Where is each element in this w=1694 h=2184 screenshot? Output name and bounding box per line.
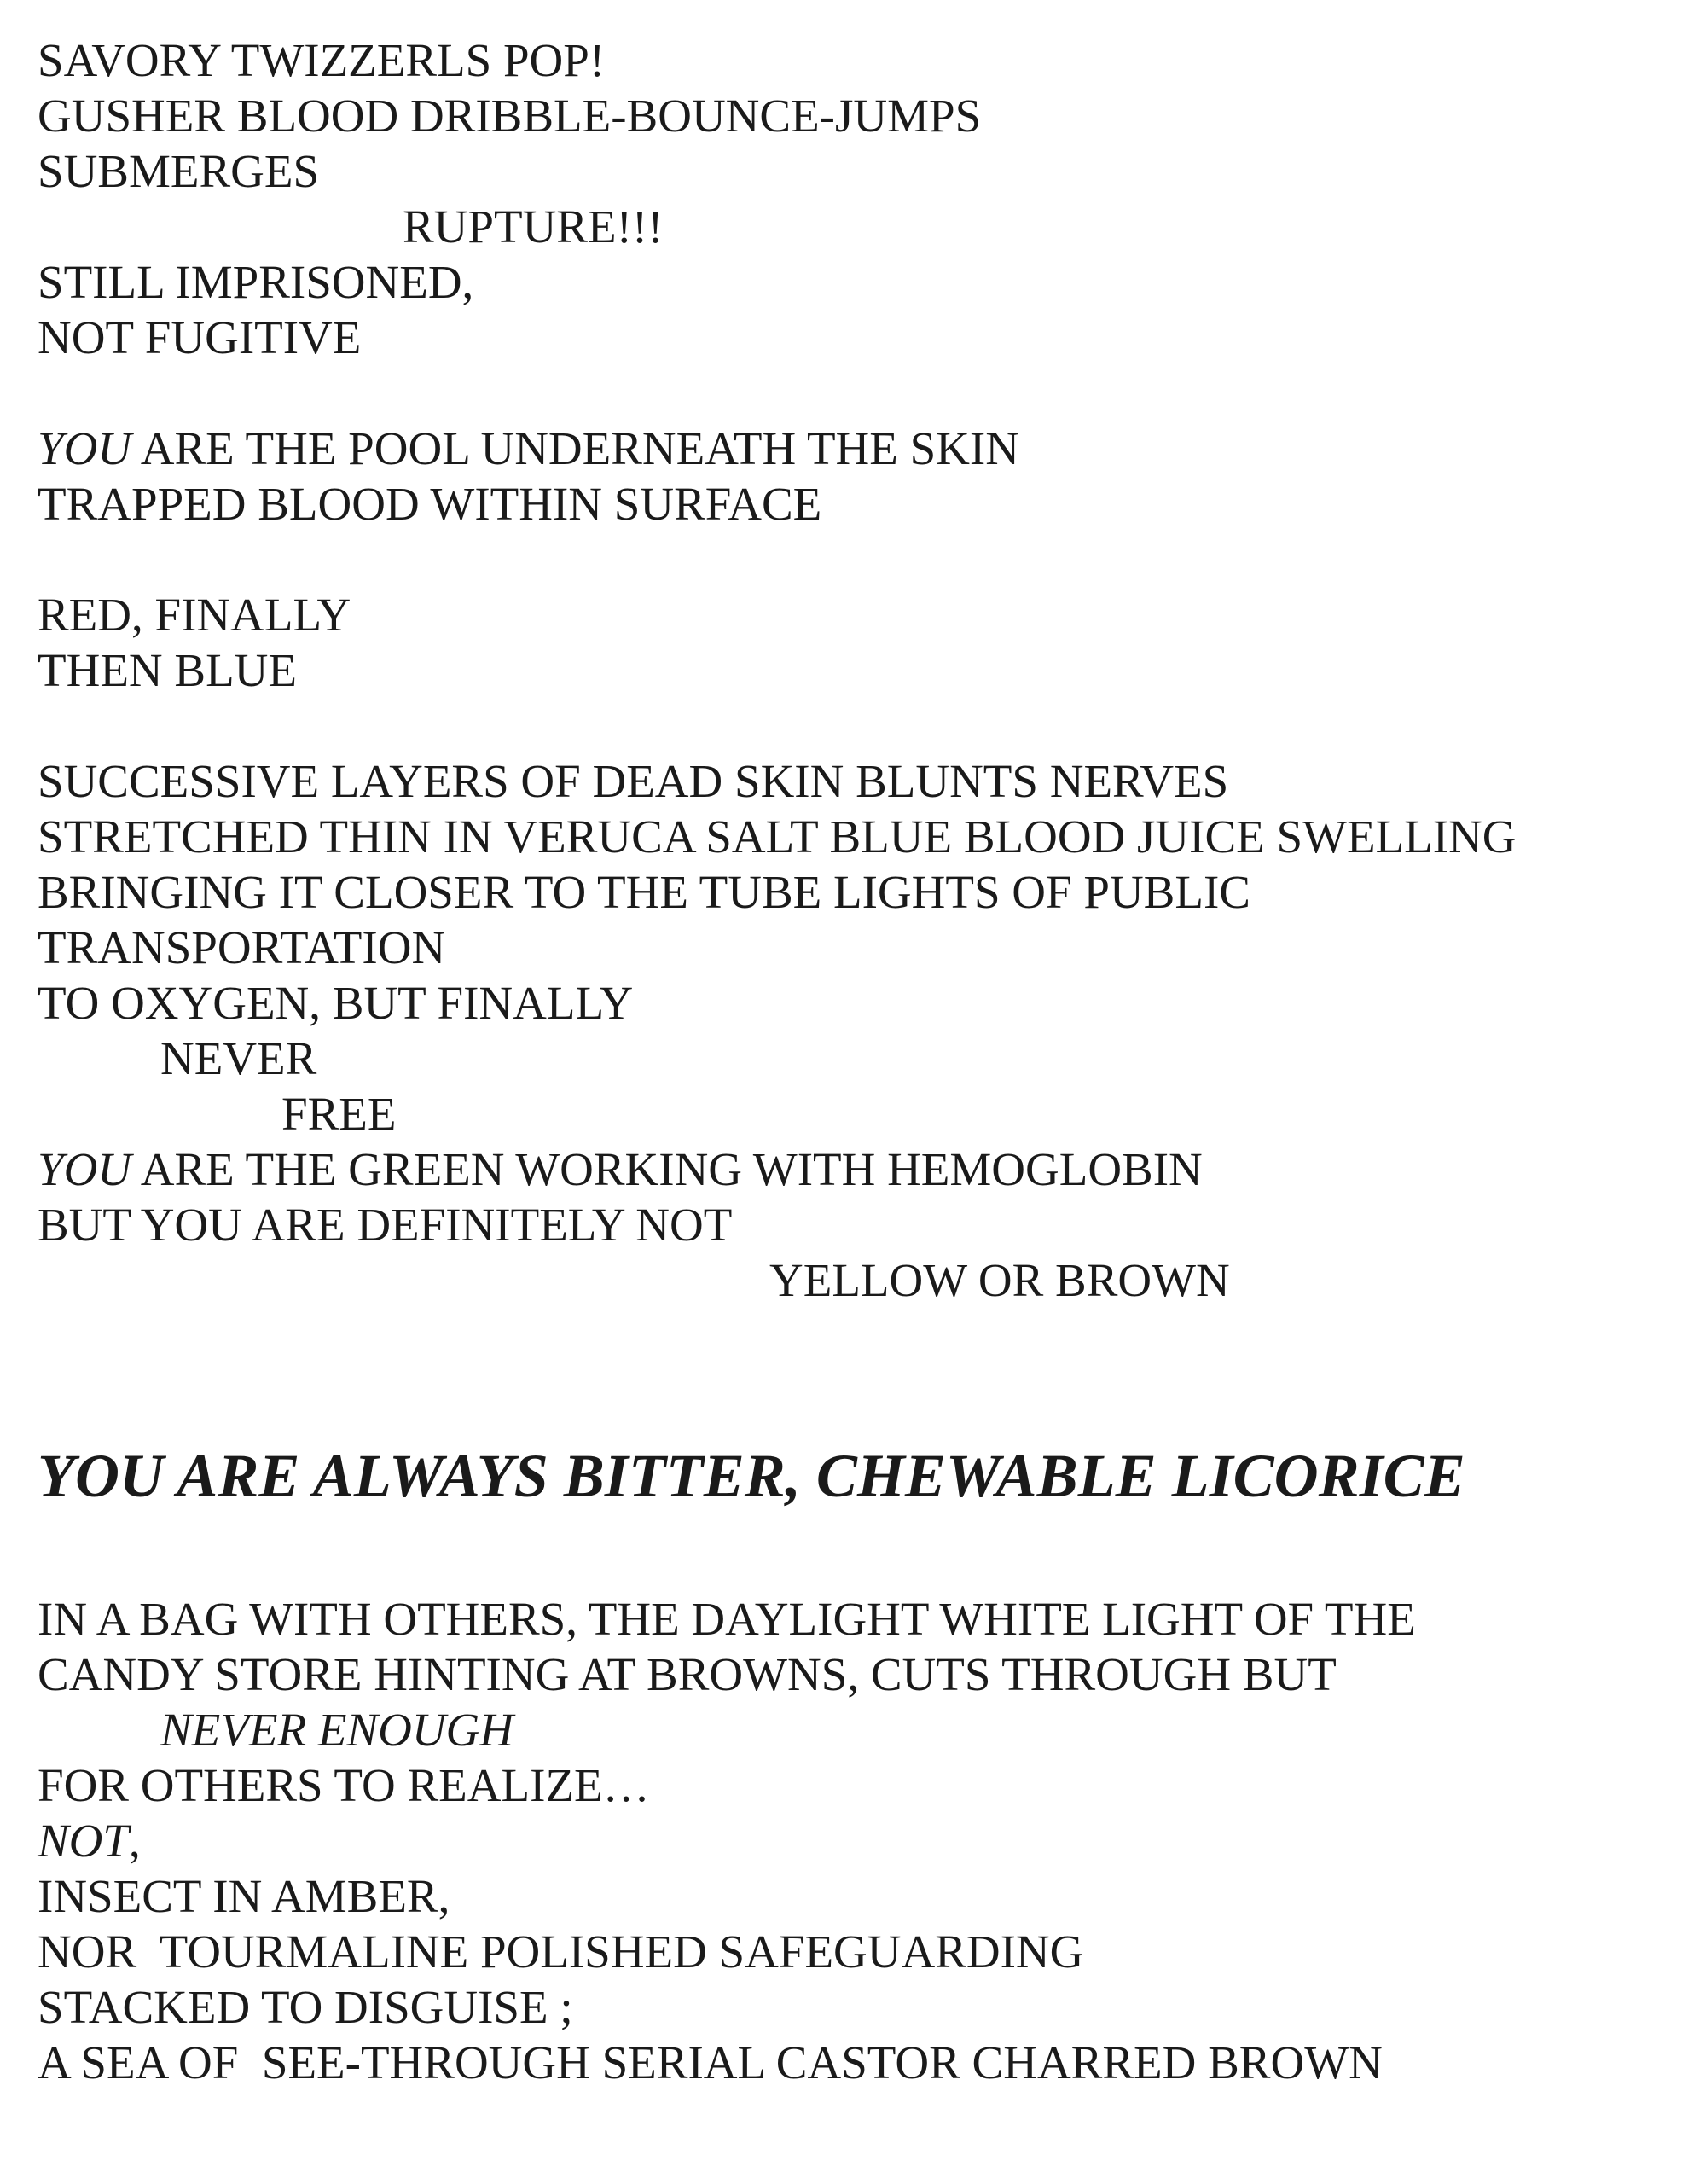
poem-line: THEN BLUE (38, 644, 297, 696)
poem-line: INSECT IN AMBER, (38, 1870, 450, 1922)
poem-line: RED, FINALLY (38, 589, 351, 641)
poem-line: STILL IMPRISONED, (38, 256, 474, 308)
poem-line: NOT FUGITIVE (38, 311, 362, 363)
poem-heading: YOU ARE ALWAYS BITTER, CHEWABLE LICORICE (38, 1442, 1465, 1510)
poem-line: FOR OTHERS TO REALIZE… (38, 1759, 650, 1811)
poem-line: TRAPPED BLOOD WITHIN SURFACE (38, 478, 822, 530)
line-text: ARE THE POOL UNDERNEATH THE SKIN (131, 422, 1019, 474)
poem-line: NOR TOURMALINE POLISHED SAFEGUARDING (38, 1926, 1084, 1978)
poem-line: GUSHER BLOOD DRIBBLE-BOUNCE-JUMPS (38, 90, 982, 142)
poem-line: NEVER (160, 1032, 317, 1084)
poem-line: SUBMERGES (38, 145, 320, 197)
emphasis-word: YOU (38, 422, 132, 474)
poem-line: FREE (281, 1088, 397, 1140)
poem-line: SAVORY TWIZZERLS POP! (38, 34, 606, 86)
poem-line: STRETCHED THIN IN VERUCA SALT BLUE BLOOD JUICE SWELLING (38, 810, 1517, 863)
poem-line (38, 1141, 1203, 1198)
poem-line: A SEA OF SEE-THROUGH SERIAL CASTOR CHARRED BROWN (38, 2036, 1383, 2088)
poem-line: SUCCESSIVE LAYERS OF DEAD SKIN BLUNTS NERVES (38, 755, 1229, 807)
emphasis-word: YOU (38, 1143, 132, 1195)
poem-line: CANDY STORE HINTING AT BROWNS, CUTS THROUGH BUT (38, 1648, 1337, 1700)
poem-line: BUT YOU ARE DEFINITELY NOT (38, 1199, 733, 1251)
poem-line: YELLOW OR BROWN (769, 1254, 1230, 1306)
poem-line: NEVER ENOUGH (160, 1704, 513, 1756)
line-text: , (129, 1815, 141, 1867)
poem-line (38, 421, 1019, 477)
poem-line: TRANSPORTATION (38, 921, 446, 973)
poem-line (38, 1813, 141, 1869)
poem-line: TO OXYGEN, BUT FINALLY (38, 977, 634, 1029)
emphasis-word: NOT (38, 1815, 129, 1867)
poem-line: STACKED TO DISGUISE ; (38, 1981, 573, 2033)
poem-line: RUPTURE!!! (403, 200, 664, 253)
poem-line: IN A BAG WITH OTHERS, THE DAYLIGHT WHITE LIGHT OF THE (38, 1593, 1416, 1645)
poem-line: BRINGING IT CLOSER TO THE TUBE LIGHTS OF PUBLIC (38, 866, 1250, 918)
line-text: ARE THE GREEN WORKING WITH HEMOGLOBIN (131, 1143, 1203, 1195)
